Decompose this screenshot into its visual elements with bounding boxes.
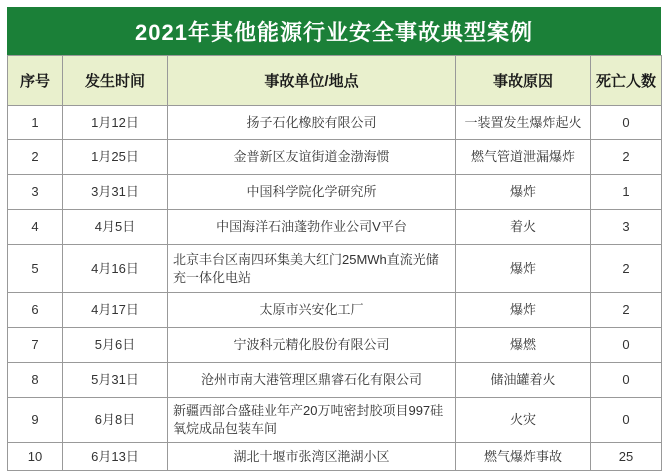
cell-date: 1月12日: [63, 106, 168, 140]
cell-unit: 扬子石化橡胶有限公司: [168, 106, 456, 140]
cell-cause: 燃气爆炸事故: [456, 443, 591, 471]
cell-date: 5月6日: [63, 328, 168, 363]
cell-seq: 6: [8, 293, 63, 328]
cell-cause: 爆炸: [456, 175, 591, 210]
cell-seq: 9: [8, 398, 63, 443]
cell-cause: 爆燃: [456, 328, 591, 363]
cell-seq: 10: [8, 443, 63, 471]
cell-unit: 宁波科元精化股份有限公司: [168, 328, 456, 363]
cell-date: 4月16日: [63, 245, 168, 293]
cell-date: 3月31日: [63, 175, 168, 210]
cell-deaths: 2: [591, 293, 662, 328]
cell-date: 4月5日: [63, 210, 168, 245]
table-row: [8, 363, 662, 398]
cell-cause: 爆炸: [456, 293, 591, 328]
cell-unit: 中国海洋石油蓬勃作业公司V平台: [168, 210, 456, 245]
cell-cause: 火灾: [456, 398, 591, 443]
cell-cause: 着火: [456, 210, 591, 245]
table-title: 2021年其他能源行业安全事故典型案例: [135, 19, 533, 45]
cell-date: 1月25日: [63, 140, 168, 175]
cell-date: 5月31日: [63, 363, 168, 398]
cell-cause: 一装置发生爆炸起火: [456, 106, 591, 140]
column-header-4: 死亡人数: [591, 56, 662, 106]
cell-seq: 5: [8, 245, 63, 293]
cell-cause: 储油罐着火: [456, 363, 591, 398]
cell-seq: 3: [8, 175, 63, 210]
column-header-2: 事故单位/地点: [168, 56, 456, 106]
header-row: [8, 56, 662, 106]
table-row: [8, 175, 662, 210]
table-body: [8, 106, 662, 471]
cell-seq: 2: [8, 140, 63, 175]
table-title-band: [7, 7, 661, 55]
cell-cause: 爆炸: [456, 245, 591, 293]
cell-deaths: 0: [591, 398, 662, 443]
column-header-1: 发生时间: [63, 56, 168, 106]
table-row: [8, 140, 662, 175]
accidents-table: [7, 55, 662, 471]
cell-unit: 金普新区友谊街道金渤海惯: [168, 140, 456, 175]
cell-deaths: 2: [591, 140, 662, 175]
accidents-table-figure: [7, 7, 661, 471]
table-row: [8, 106, 662, 140]
column-header-3: 事故原因: [456, 56, 591, 106]
cell-unit: 中国科学院化学研究所: [168, 175, 456, 210]
cell-deaths: 3: [591, 210, 662, 245]
cell-date: 6月8日: [63, 398, 168, 443]
cell-date: 6月13日: [63, 443, 168, 471]
column-header-0: 序号: [8, 56, 63, 106]
cell-seq: 4: [8, 210, 63, 245]
cell-date: 4月17日: [63, 293, 168, 328]
cell-seq: 1: [8, 106, 63, 140]
cell-seq: 7: [8, 328, 63, 363]
table-row: [8, 210, 662, 245]
cell-unit: 沧州市南大港管理区鼎睿石化有限公司: [168, 363, 456, 398]
cell-deaths: 0: [591, 328, 662, 363]
cell-cause: 燃气管道泄漏爆炸: [456, 140, 591, 175]
cell-unit: 太原市兴安化工厂: [168, 293, 456, 328]
table-row: [8, 328, 662, 363]
cell-deaths: 0: [591, 106, 662, 140]
cell-deaths: 2: [591, 245, 662, 293]
table-row: [8, 293, 662, 328]
table-row: [8, 398, 662, 443]
cell-unit: 北京丰台区南四环集美大红门25MWh直流光储充一体化电站: [168, 245, 456, 293]
cell-deaths: 0: [591, 363, 662, 398]
table-row: [8, 245, 662, 293]
cell-unit: 新疆西部合盛硅业年产20万吨密封胶项目997硅氧烷成品包装车间: [168, 398, 456, 443]
table-row: [8, 443, 662, 471]
cell-seq: 8: [8, 363, 63, 398]
cell-deaths: 1: [591, 175, 662, 210]
cell-deaths: 25: [591, 443, 662, 471]
cell-unit: 湖北十堰市张湾区滟湖小区: [168, 443, 456, 471]
